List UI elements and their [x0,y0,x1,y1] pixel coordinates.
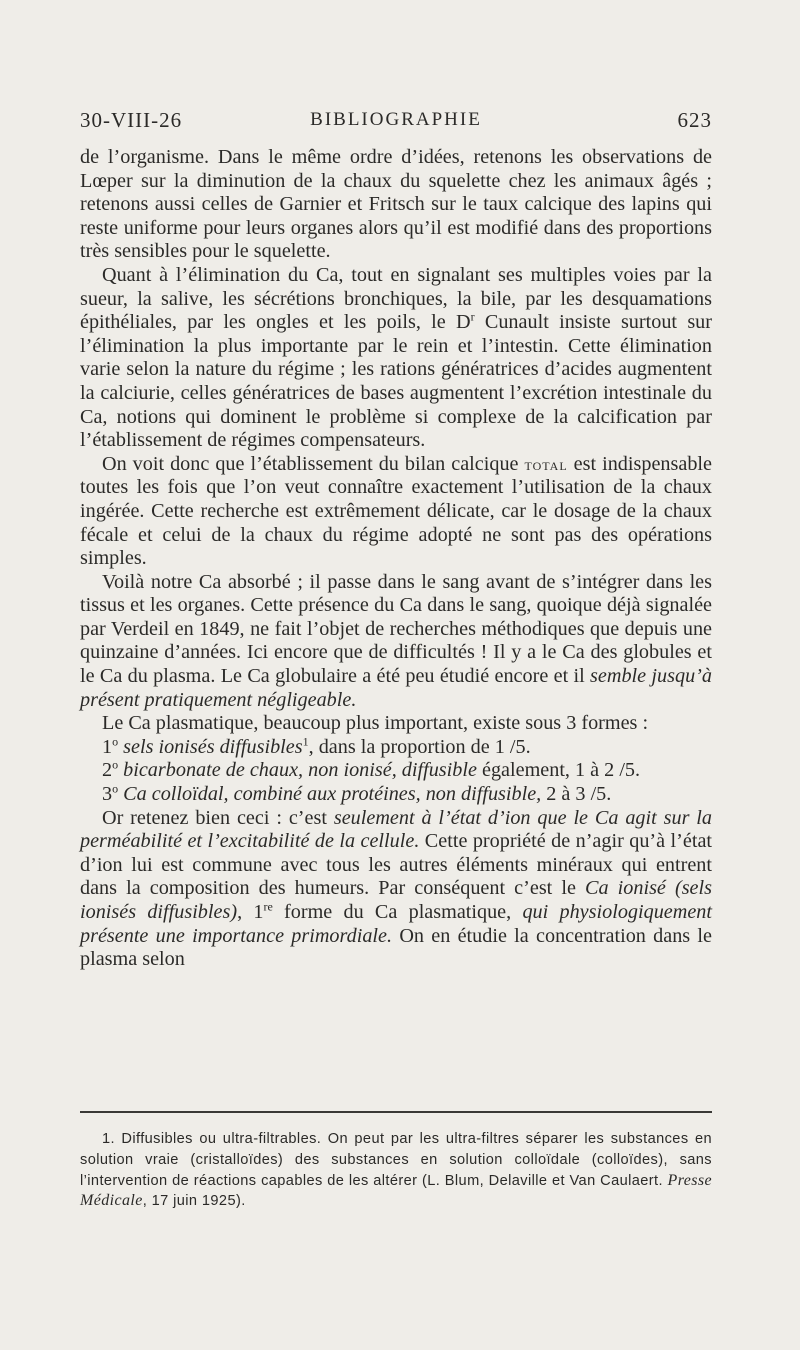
paragraph-2: Quant à l’élimination du Ca, tout en signalant ses multiples voies par la sueur, la salive, les sécrétions bronchiques, la bile, par les desquamations épithéliales, par les ongles et les poils, le $D^r$ Cunault insiste surtout sur l’élimination la plus importante par le rein et l’intestin. Cette élimination varie selon la nature du régime ; les rations génératrices d’acides augmentent la calciurie, celles génératrices de bases augmentent l’excrétion intestinale du Ca, notions qui dominent le problème si complexe de la calcification par l’établissement de régimes compensateurs. [80,263,712,452]
italic-phrase: semble jusqu’à présent pratiquement négligeable. [80,665,712,711]
journal-title: Presse Médicale [80,1171,712,1210]
list-item-3: 3$^o$ Ca colloïdal, combiné aux protéines, non diffusible, 2 à 3 /5. [102,781,612,806]
footnote-ref: 1 [302,734,309,749]
superscript: r [470,309,475,324]
paragraph-4: Voilà notre Ca absorbé ; il passe dans le sang avant de s’intégrer dans les tissus et les organes. Cette présence du Ca dans le sang, quoique déjà signalée par Verdeil en 1849, ne fait l’objet de recherches méthodiques que depuis une quinzaine d’années. Ici encore que de difficultés ! Il y a le Ca des globules et le Ca du plasma. Le Ca globulaire a été peu étudié encore et il semble jusqu’à présent pratiquement négligeable. [80,570,712,711]
paragraph-1: de l’organisme. Dans le même ordre d’idées, retenons les observations de Lœper sur la diminution de la chaux du squelette chez les animaux âgés ; retenons aussi celles de Garnier et Fritsch sur le taux calcique des lapins qui reste uniforme pour leurs organes alors qu’il est modifié dans des proportions très sensibles pour le squelette. [80,146,712,263]
running-header [80,108,712,138]
header-date: 30-VIII-26 [80,108,183,132]
small-caps-word: total [524,454,568,474]
page-number: 623 [677,108,712,132]
list-item-2: 2$^o$ bicarbonate de chaux, non ionisé, diffusible également, 1 à 2 /5. [102,757,641,782]
paragraph-5: Le Ca plasmatique, beaucoup plus important, existe sous 3 formes : [102,712,649,735]
footnote: 1. Diffusibles ou ultra-filtrables. On peut par les ultra-filtres séparer les substances en solution vraie (cristalloïdes) des substances en solution colloïdale (colloïdes), sans l’intervention de réactions capables de les altérer (L. Blum, Delaville et Van Caulaert. Presse Médicale, 17 juin 1925). [80,1131,712,1210]
list-item-1: 1$^o$ sels ionisés diffusibles$^1$, dans la proportion de 1 /5. [102,734,531,758]
header-title: BIBLIOGRAPHIE [310,109,482,130]
footnote-divider [80,1111,712,1113]
body-text [80,146,712,972]
paragraph-3: On voit donc que l’établissement du bilan calcique total est indispensable toutes les fois que l’on veut connaître exactement l’utilisation de la chaux ingérée. Cette recherche est extrêmement délicate, car le dosage de la chaux fécale et celui de la chaux du régime adopté ne sont pas des opérations simples. [80,452,712,570]
paragraph-6: Or retenez bien ceci : c’est seulement à l’état d’ion que le Ca agit sur la perméabilité et l’excitabilité de la cellule. Cette propriété de n’agir qu’à l’état d’ion lui est commune avec tous les autres éléments minéraux qui entrent dans la composition des humeurs. Par conséquent c’est le Ca ionisé (sels ionisés diffusibles), 1re forme du Ca plasmatique, qui physiologiquement présente une importance primordiale. On en étudie la concentration dans le plasma selon [80,806,713,971]
